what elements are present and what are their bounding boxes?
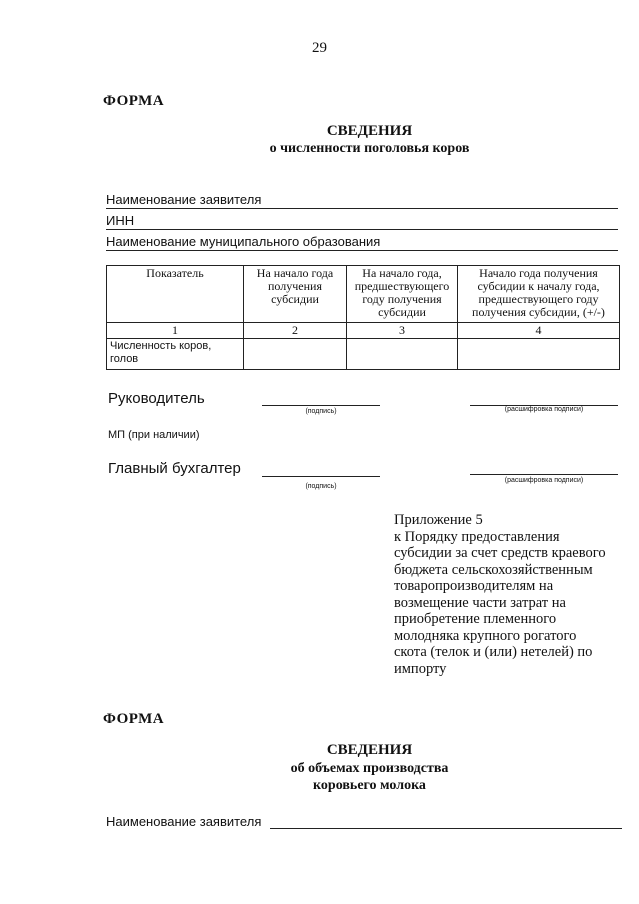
appendix-line: молодняка крупного рогатого: [394, 627, 577, 644]
appendix-line: товаропроизводителям на: [394, 578, 554, 594]
forma-label-1: ФОРМА: [103, 93, 165, 109]
column-number: 3: [347, 323, 458, 339]
appendix-line: импорту: [394, 660, 447, 677]
inn-field[interactable]: [106, 213, 618, 230]
accountant-decode-line[interactable]: [470, 473, 618, 475]
appendix-line: субсидии за счет средств краевого: [394, 545, 606, 561]
head-signature-hint: (подпись): [305, 408, 337, 415]
inn-label: ИНН: [106, 213, 135, 228]
applicant-name-field[interactable]: [106, 192, 618, 209]
stamp-label: МП (при наличии): [108, 429, 200, 441]
form1-subtitle: о численности поголовья коров: [269, 141, 470, 156]
appendix-line: возмещение части затрат на: [394, 594, 566, 611]
form2-subtitle-line1: об объемах производства: [290, 761, 449, 776]
head-label: Руководитель: [108, 390, 205, 407]
cell-start-year[interactable]: [244, 339, 347, 370]
appendix-line: Приложение 5: [394, 512, 483, 528]
appendix-line: бюджета сельскохозяйственным: [394, 561, 593, 578]
chief-accountant-label: Главный бухгалтер: [108, 460, 241, 477]
appendix-line: к Порядку предоставления: [394, 528, 560, 545]
cell-difference[interactable]: [458, 339, 620, 370]
form2-title: СВЕДЕНИЯ: [326, 742, 413, 758]
column-number: 2: [244, 323, 347, 339]
cow-count-table: [106, 265, 620, 370]
form2-applicant-row: [106, 814, 622, 830]
appendix-block: [394, 512, 624, 677]
municipality-field[interactable]: [106, 234, 618, 251]
table-header-row: [107, 266, 620, 323]
accountant-signature-line[interactable]: [262, 475, 380, 477]
appendix-line: скота (телок и (или) нетелей) по: [394, 644, 593, 660]
accountant-decode-hint: (расшифровка подписи): [504, 477, 584, 484]
header-prev-year: На начало года, предшествующего году получения субсидии: [347, 266, 458, 323]
column-number: 4: [458, 323, 620, 339]
header-start-year: На начало года получения субсидии: [244, 266, 347, 323]
form1-title: СВЕДЕНИЯ: [326, 123, 413, 139]
form2-subtitle-line2: коровьего молока: [313, 778, 426, 793]
table-row: [107, 339, 620, 370]
header-indicator: Показатель: [107, 266, 244, 323]
appendix-line: приобретение племенного: [394, 611, 557, 627]
applicant-name-label: Наименование заявителя: [106, 192, 262, 207]
municipality-label: Наименование муниципального образования: [106, 234, 381, 249]
page-number: 29: [312, 40, 327, 56]
table-number-row: [107, 323, 620, 339]
accountant-signature-hint: (подпись): [305, 483, 337, 490]
head-signature-line[interactable]: [262, 404, 380, 406]
row-label-cows: Численность коров, голов: [107, 339, 244, 370]
head-decode-hint: (расшифровка подписи): [504, 406, 584, 413]
forma-label-2: ФОРМА: [103, 711, 165, 727]
form2-applicant-label: Наименование заявителя: [106, 814, 262, 829]
column-number: 1: [107, 323, 244, 339]
form2-applicant-field[interactable]: [270, 827, 622, 829]
cell-prev-year[interactable]: [347, 339, 458, 370]
header-difference: Начало года получения субсидии к началу года, предшествующего году получения субсидии, (+/-): [458, 266, 620, 323]
